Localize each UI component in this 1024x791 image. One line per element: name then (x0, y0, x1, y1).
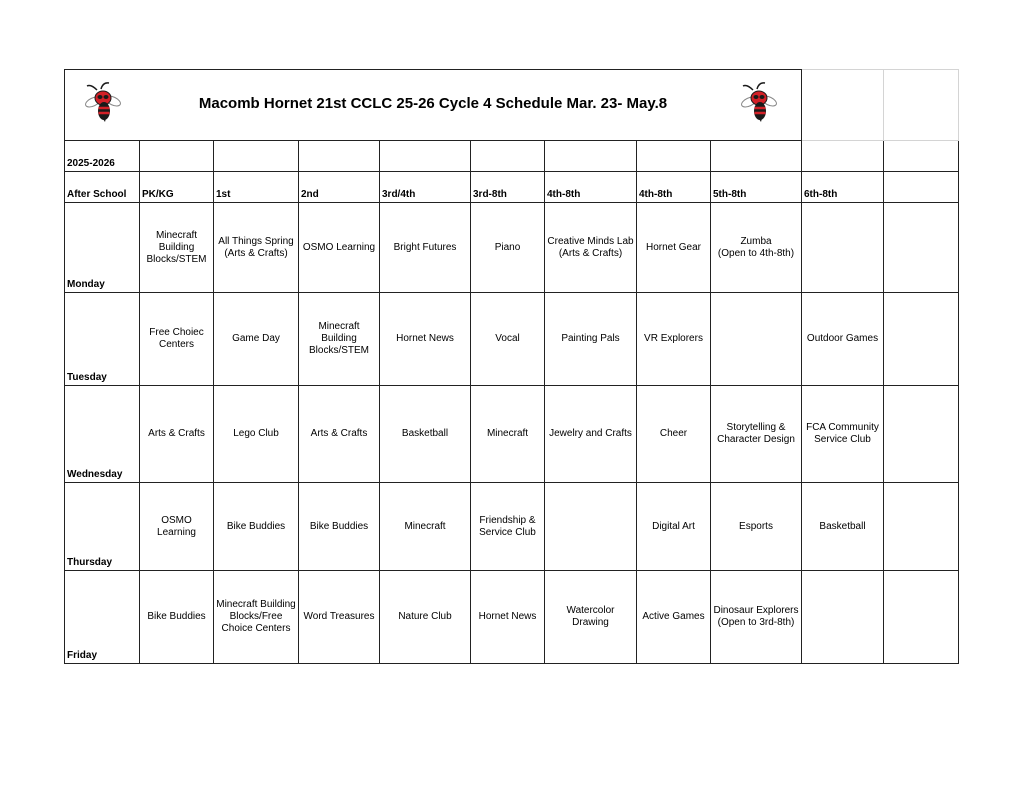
column-header: PK/KG (140, 172, 214, 203)
year-row (65, 141, 959, 172)
activity-label: OSMO Learning (157, 514, 196, 538)
schedule-cell (380, 571, 471, 664)
activity-label: Minecraft Building Blocks/STEM (308, 321, 369, 356)
activity-label: Arts & Crafts (148, 428, 205, 439)
activity-label: Esports (739, 520, 773, 532)
schedule-cell (380, 483, 471, 571)
empty-cell (884, 293, 959, 386)
schedule-cell (299, 293, 380, 386)
empty-cell (711, 141, 802, 172)
column-header: 4th-8th (637, 172, 711, 203)
schedule-cell (299, 203, 380, 293)
schedule-cell (711, 386, 802, 483)
empty-cell (214, 141, 299, 172)
empty-cell (299, 141, 380, 172)
schedule-cell (802, 386, 884, 483)
activity-label: Bright Futures (393, 241, 457, 253)
day-row (65, 293, 959, 386)
activity-label: Arts & Crafts (310, 428, 368, 439)
activity-label: Digital Art (652, 520, 695, 532)
schedule-cell (214, 203, 299, 293)
schedule-cell (711, 293, 802, 386)
activity-label: Dinosaur Explorers (Open to 3rd-8th) (713, 605, 799, 628)
empty-cell (802, 141, 884, 172)
empty-cell (884, 70, 959, 141)
activity-label: OSMO Learning (302, 241, 376, 253)
day-label: Wednesday (65, 386, 140, 483)
schedule-cell (140, 203, 214, 293)
hornet-mascot-icon (83, 82, 123, 122)
schedule-cell (380, 203, 471, 293)
schedule-cell (471, 571, 545, 664)
day-row (65, 386, 959, 483)
activity-label: Outdoor Games (806, 333, 879, 344)
schedule-cell (214, 483, 299, 571)
schedule-cell (214, 293, 299, 386)
year-label: 2025-2026 (65, 141, 140, 172)
activity-label: Zumba (Open to 4th-8th) (717, 235, 795, 259)
schedule-cell (299, 571, 380, 664)
schedule-cell (545, 203, 637, 293)
empty-cell (802, 70, 884, 141)
activity-label: Basketball (819, 520, 866, 532)
schedule-cell (711, 571, 802, 664)
activity-label: Painting Pals (561, 333, 620, 344)
schedule-cell (637, 386, 711, 483)
empty-cell (471, 141, 545, 172)
empty-cell (884, 386, 959, 483)
empty-cell (884, 483, 959, 571)
schedule-cell (471, 386, 545, 483)
schedule-cell (299, 386, 380, 483)
schedule-cell (471, 203, 545, 293)
schedule-cell (545, 386, 637, 483)
activity-label: Free Choiec Centers (149, 327, 204, 350)
empty-cell (140, 141, 214, 172)
empty-cell (884, 172, 959, 203)
activity-label: Word Treasures (303, 611, 375, 622)
day-label: Tuesday (65, 293, 140, 386)
column-header: 3rd/4th (380, 172, 471, 203)
schedule-cell (140, 293, 214, 386)
schedule-cell (214, 571, 299, 664)
activity-label: Watercolor Drawing (566, 605, 615, 628)
schedule-cell (471, 483, 545, 571)
activity-label: Vocal (495, 333, 520, 344)
schedule-cell (802, 293, 884, 386)
schedule-cell (711, 203, 802, 293)
schedule-cell (545, 571, 637, 664)
empty-cell (380, 141, 471, 172)
activity-label: Jewelry and Crafts (549, 428, 632, 439)
day-label: Monday (65, 203, 140, 293)
column-header: 5th-8th (711, 172, 802, 203)
day-row (65, 571, 959, 664)
schedule-cell (545, 483, 637, 571)
column-header: 3rd-8th (471, 172, 545, 203)
activity-label: Piano (494, 241, 521, 253)
empty-cell (884, 141, 959, 172)
column-header: 2nd (299, 172, 380, 203)
empty-cell (884, 203, 959, 293)
page-title: Macomb Hornet 21st CCLC 25-26 Cycle 4 Schedule Mar. 23- May.8 (198, 95, 668, 112)
activity-label: Bike Buddies (147, 611, 206, 622)
activity-label: FCA Community Service Club (806, 422, 879, 445)
activity-label: Lego Club (233, 428, 279, 439)
header-row (65, 172, 959, 203)
day-label: Friday (65, 571, 140, 664)
activity-label: All Things Spring (Arts & Crafts) (218, 235, 294, 259)
schedule-cell (637, 571, 711, 664)
schedule-cell (299, 483, 380, 571)
schedule-cell (802, 203, 884, 293)
activity-label: Minecraft (486, 428, 529, 439)
column-header: 1st (214, 172, 299, 203)
hornet-mascot-icon (739, 82, 779, 122)
schedule-cell (140, 483, 214, 571)
activity-label: Bike Buddies (226, 520, 286, 532)
schedule-cell (802, 571, 884, 664)
activity-label: Hornet Gear (645, 241, 702, 253)
schedule-cell (380, 293, 471, 386)
activity-label: Nature Club (398, 611, 452, 622)
column-header-after-school: After School (65, 172, 140, 203)
empty-cell (545, 141, 637, 172)
schedule-cell (637, 293, 711, 386)
schedule-cell (711, 483, 802, 571)
activity-label: Active Games (642, 611, 705, 622)
activity-label: Bike Buddies (309, 520, 369, 532)
activity-label: Creative Minds Lab (Arts & Crafts) (547, 235, 634, 259)
activity-label: Minecraft Building Blocks/Free Choice Centers (216, 599, 296, 634)
day-label: Thursday (65, 483, 140, 571)
activity-label: Game Day (232, 333, 280, 344)
title-row (65, 70, 959, 141)
schedule-cell (545, 293, 637, 386)
schedule-table (64, 69, 959, 664)
schedule-cell (802, 483, 884, 571)
activity-label: Minecraft (404, 520, 446, 532)
schedule-cell (637, 203, 711, 293)
day-row (65, 203, 959, 293)
activity-label: Minecraft Building Blocks/STEM (146, 229, 207, 265)
activity-label: VR Explorers (644, 333, 703, 344)
column-header: 4th-8th (545, 172, 637, 203)
column-header: 6th-8th (802, 172, 884, 203)
activity-label: Storytelling & Character Design (717, 422, 795, 445)
activity-label: Cheer (659, 428, 688, 439)
activity-label: Friendship & Service Club (479, 514, 536, 538)
schedule-cell (214, 386, 299, 483)
empty-cell (884, 571, 959, 664)
activity-label: Hornet News (478, 611, 537, 622)
schedule-cell (140, 386, 214, 483)
schedule-cell (380, 386, 471, 483)
schedule-cell (471, 293, 545, 386)
empty-cell (637, 141, 711, 172)
activity-label: Basketball (401, 428, 449, 439)
day-row (65, 483, 959, 571)
schedule-cell (140, 571, 214, 664)
activity-label: Hornet News (396, 333, 454, 344)
title-cell (65, 70, 802, 141)
schedule-cell (637, 483, 711, 571)
